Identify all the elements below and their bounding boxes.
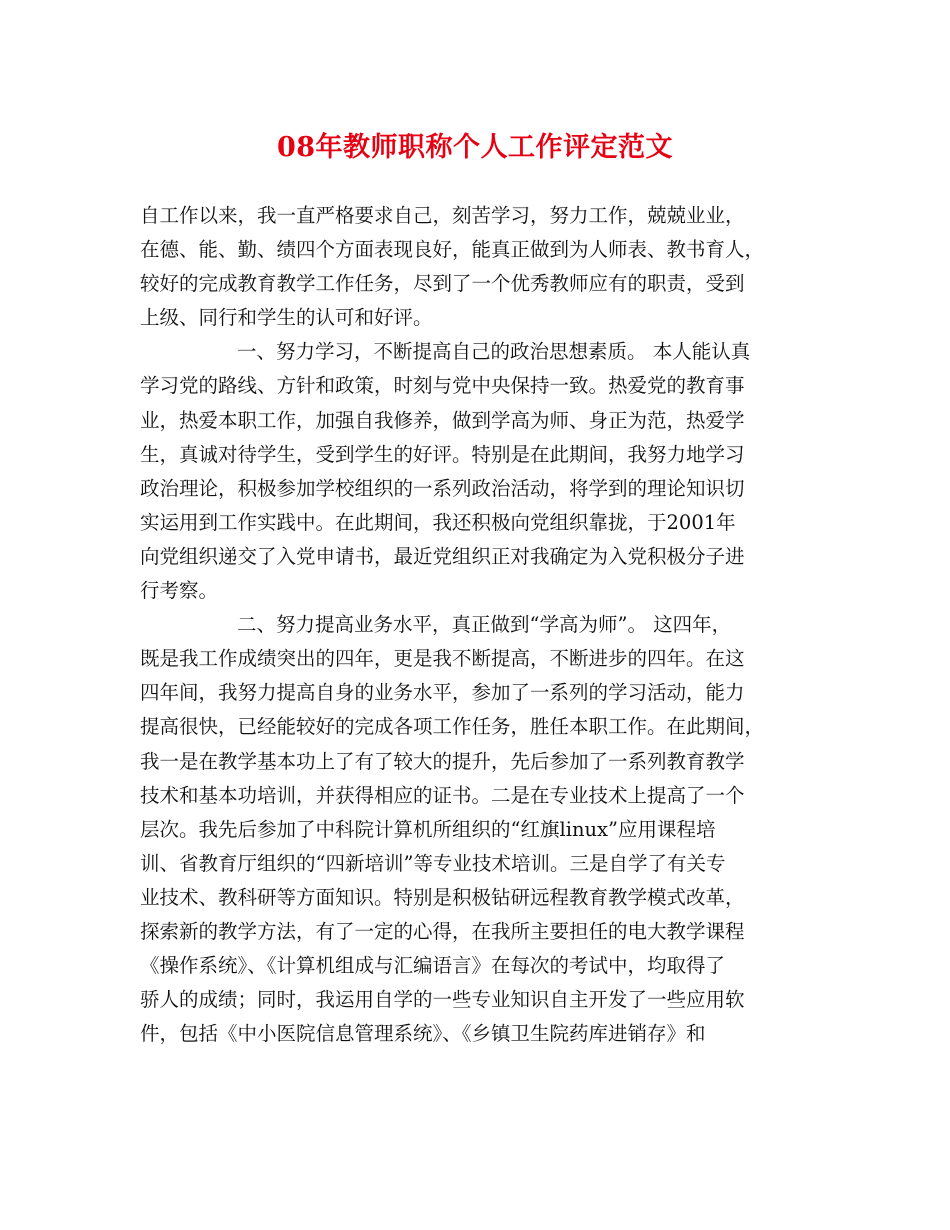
paragraph-line: 提高很快，已经能较好的完成各项工作任务，胜任本职工作。在此期间， (140, 715, 765, 739)
paragraph-line: 行考察。 (140, 579, 219, 603)
paragraph-line: 较好的完成教育教学工作任务，尽到了一个优秀教师应有的职责，受到 (140, 272, 745, 296)
paragraph-line: 学习党的路线、方针和政策，时刻与党中央保持一致。热爱党的教育事 (140, 374, 745, 398)
paragraph-line: 向党组织递交了入党申请书，最近党组织正对我确定为入党积极分子进 (140, 544, 745, 568)
paragraph-line: 件，包括《中小医院信息管理系统》、《乡镇卫生院药库进销存》和 (140, 1022, 706, 1046)
paragraph-line: 业，热爱本职工作，加强自我修养，做到学高为师、身正为范，热爱学 (140, 408, 745, 432)
section-heading-line: 二、努力提高业务水平，真正做到“学高为师”。 这四年， (237, 613, 732, 637)
paragraph-line: 业技术、教科研等方面知识。特别是积极钻研远程教育教学模式改革， (140, 885, 745, 909)
paragraph-line: 在德、能、勤、绩四个方面表现良好，能真正做到为人师表、教书育人， (140, 238, 765, 262)
document-body (140, 199, 825, 1051)
paragraph-line: 探索新的教学方法，有了一定的心得，在我所主要担任的电大教学课程 (140, 919, 745, 943)
paragraph-line: 四年间，我努力提高自身的业务水平，参加了一系列的学习活动，能力 (140, 681, 745, 705)
paragraph-line: 既是我工作成绩突出的四年，更是我不断提高，不断进步的四年。在这 (140, 647, 745, 671)
paragraph-line: 上级、同行和学生的认可和好评。 (140, 306, 433, 330)
paragraph-line: 层次。我先后参加了中科院计算机所组织的“红旗linux”应用课程培 (140, 817, 716, 841)
paragraph-line: 骄人的成绩；同时，我运用自学的一些专业知识自主开发了一些应用软 (140, 988, 745, 1012)
paragraph-line: 实运用到工作实践中。在此期间，我还积极向党组织靠拢，于2001年 (140, 510, 736, 534)
paragraph-line: 技术和基本功培训，并获得相应的证书。二是在专业技术上提高了一个 (140, 783, 745, 807)
paragraph-line: 训、省教育厅组织的“四新培训”等专业技术培训。三是自学了有关专 (140, 851, 726, 875)
paragraph-line: 《操作系统》、《计算机组成与汇编语言》在每次的考试中，均取得了 (140, 954, 726, 978)
paragraph-line: 自工作以来，我一直严格要求自己，刻苦学习，努力工作，兢兢业业， (140, 204, 745, 227)
section-heading-line: 一、努力学习，不断提高自己的政治思想素质。 本人能认真 (237, 340, 751, 364)
paragraph-line: 政治理论，积极参加学校组织的一系列政治活动，将学到的理论知识切 (140, 476, 745, 500)
paragraph-line: 生，真诚对待学生，受到学生的好评。特别是在此期间，我努力地学习 (140, 442, 745, 466)
document-title: 08年教师职称个人工作评定范文 (276, 132, 674, 163)
paragraph-line: 我一是在教学基本功上了有了较大的提升，先后参加了一系列教育教学 (140, 749, 745, 773)
